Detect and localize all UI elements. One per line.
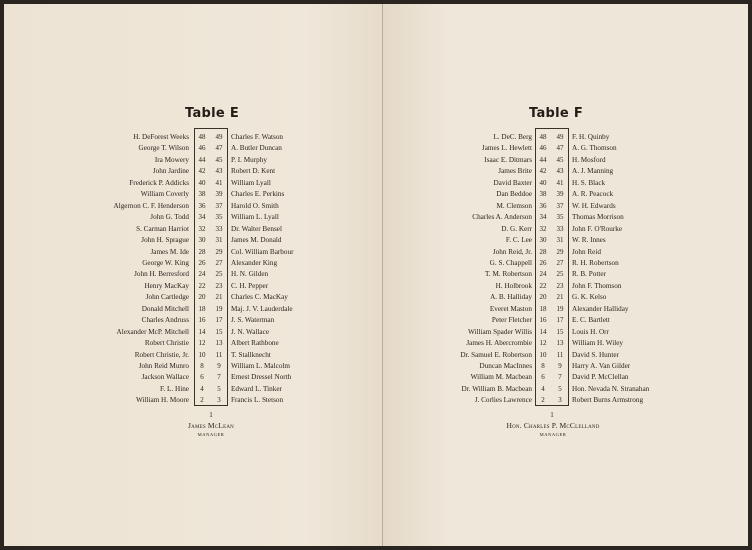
seating-row xyxy=(383,268,748,280)
guest-name-right: John F. O'Rourke xyxy=(572,224,623,233)
seat-number-left: 6 xyxy=(541,373,545,382)
seating-row xyxy=(383,337,748,349)
table-f-head-seat: 1 xyxy=(550,411,554,419)
seating-row xyxy=(383,165,748,177)
seat-number-left: 34 xyxy=(198,213,206,222)
seating-row xyxy=(383,349,748,361)
seat-number-right: 7 xyxy=(558,373,562,382)
seat-number-right: 15 xyxy=(215,327,223,336)
seat-number-right: 5 xyxy=(558,384,562,393)
guest-name-left: James Brite xyxy=(498,167,532,176)
seating-row xyxy=(4,383,382,395)
guest-name-left: Isaac E. Ditmars xyxy=(484,155,532,164)
guest-name-right: Maj. J. V. Lauderdale xyxy=(231,304,293,313)
guest-name-left: Charles A. Anderson xyxy=(472,213,532,222)
seat-number-right: 9 xyxy=(217,362,221,370)
seat-number-right: 25 xyxy=(215,270,223,279)
seat-number-left: 38 xyxy=(198,190,206,199)
seat-number-right: 49 xyxy=(215,133,223,141)
seat-number-left: 20 xyxy=(539,293,547,302)
guest-name-right: David S. Hunter xyxy=(572,350,619,359)
guest-name-right: A. Butler Duncan xyxy=(231,144,282,153)
seat-number-right: 43 xyxy=(215,167,223,176)
guest-name-right: C. H. Pepper xyxy=(231,281,269,290)
guest-name-right: P. I. Murphy xyxy=(231,155,267,164)
guest-name-left: J. Corlies Lawrence xyxy=(474,396,532,405)
seat-number-left: 14 xyxy=(198,327,206,336)
seat-number-left: 20 xyxy=(198,293,206,302)
guest-name-left: William H. Moore xyxy=(135,396,189,405)
seat-number-right: 25 xyxy=(556,270,564,279)
seating-row xyxy=(383,291,748,303)
seat-number-left: 44 xyxy=(198,155,206,164)
table-e-manager-name: James McLean xyxy=(188,421,234,430)
seating-row xyxy=(383,188,748,200)
table-f-manager-role: MANAGER xyxy=(539,432,567,437)
guest-name-right: Albert Rathbone xyxy=(231,339,279,348)
seat-number-right: 15 xyxy=(556,327,564,336)
seating-row xyxy=(4,234,382,246)
guest-name-left: William Coverly xyxy=(140,190,189,199)
seat-number-right: 17 xyxy=(215,316,223,325)
seating-row xyxy=(383,303,748,315)
seat-number-right: 47 xyxy=(215,144,223,153)
seat-number-right: 35 xyxy=(215,213,223,222)
seating-row xyxy=(4,211,382,223)
guest-name-right: J. S. Waterman xyxy=(231,316,275,325)
guest-name-right: William H. Wiley xyxy=(572,339,623,348)
guest-name-right: James M. Donald xyxy=(231,236,282,245)
guest-name-right: Col. William Barbour xyxy=(231,247,294,256)
guest-name-left: Robert Christie xyxy=(144,339,189,348)
guest-name-right: A. R. Peacock xyxy=(572,190,614,199)
guest-name-left: Alexander McP. Mitchell xyxy=(116,327,189,336)
seat-number-left: 2 xyxy=(541,396,545,405)
seat-number-left: 16 xyxy=(198,316,206,325)
seat-number-left: 42 xyxy=(539,167,547,176)
guest-name-left: George T. Wilson xyxy=(138,144,189,153)
seating-row xyxy=(4,200,382,212)
seating-row xyxy=(4,165,382,177)
seat-number-right: 13 xyxy=(556,339,564,348)
guest-name-right: Hon. Nevada N. Stranahan xyxy=(572,384,650,393)
seat-number-left: 28 xyxy=(539,247,547,256)
seat-number-right: 37 xyxy=(556,201,564,210)
seating-row xyxy=(383,257,748,269)
guest-name-left: F. L. Hine xyxy=(160,384,189,393)
guest-name-left: Peter Fletcher xyxy=(491,316,532,325)
guest-name-right: F. H. Quinby xyxy=(572,133,610,141)
guest-name-left: Dr. Samuel E. Robertson xyxy=(460,350,532,359)
guest-name-right: J. N. Wallace xyxy=(231,327,270,336)
guest-name-left: Duncan MacInnes xyxy=(479,362,532,370)
seat-number-right: 27 xyxy=(556,258,564,267)
seat-number-right: 5 xyxy=(217,384,221,393)
seating-row xyxy=(4,268,382,280)
seat-number-left: 22 xyxy=(198,281,206,290)
seating-row xyxy=(4,326,382,338)
seat-number-left: 26 xyxy=(539,258,547,267)
seating-row xyxy=(4,257,382,269)
seating-row xyxy=(383,314,748,326)
seat-number-right: 29 xyxy=(215,247,223,256)
guest-name-right: William L. Malcolm xyxy=(231,362,290,370)
seat-number-left: 16 xyxy=(539,316,547,325)
right-page xyxy=(383,4,748,546)
seat-number-right: 21 xyxy=(556,293,564,302)
seat-number-right: 43 xyxy=(556,167,564,176)
seat-number-left: 36 xyxy=(539,201,547,210)
seating-row xyxy=(383,142,748,154)
seat-number-right: 21 xyxy=(215,293,223,302)
guest-name-left: James H. Abercrombie xyxy=(466,339,532,348)
seat-number-right: 9 xyxy=(558,362,562,370)
guest-name-right: R. B. Potter xyxy=(572,270,606,279)
guest-name-right: Harold O. Smith xyxy=(231,201,279,210)
seating-row xyxy=(4,291,382,303)
seat-number-left: 12 xyxy=(539,339,547,348)
seating-row xyxy=(4,142,382,154)
seat-number-right: 23 xyxy=(556,281,564,290)
guest-name-left: A. B. Halliday xyxy=(490,293,532,302)
guest-name-right: David P. McClellan xyxy=(572,373,629,382)
seat-number-left: 10 xyxy=(539,350,547,359)
guest-name-left: David Baxter xyxy=(493,178,532,187)
guest-name-left: L. DeC. Berg xyxy=(493,133,532,141)
seat-number-left: 34 xyxy=(539,213,547,222)
seat-number-right: 41 xyxy=(215,178,223,187)
seat-number-right: 33 xyxy=(215,224,223,233)
guest-name-left: S. Carman Harriot xyxy=(136,224,189,233)
seat-number-left: 14 xyxy=(539,327,547,336)
guest-name-right: Alexander King xyxy=(231,258,278,267)
seating-row xyxy=(4,394,382,406)
seat-number-right: 27 xyxy=(215,258,223,267)
guest-name-left: G. S. Chappell xyxy=(489,258,532,267)
seat-number-left: 46 xyxy=(539,144,547,153)
seating-row xyxy=(383,383,748,395)
seating-row xyxy=(383,394,748,406)
guest-name-left: John Jardine xyxy=(152,167,189,176)
seating-row xyxy=(383,234,748,246)
seating-row xyxy=(4,337,382,349)
guest-name-right: John F. Thomson xyxy=(572,281,622,290)
guest-name-right: H. N. Gilden xyxy=(231,270,269,279)
guest-name-left: William Spader Willis xyxy=(468,327,532,336)
guest-name-left: William M. Macbean xyxy=(470,373,532,382)
seating-row xyxy=(383,131,748,143)
seat-number-left: 24 xyxy=(198,270,206,279)
guest-name-right: A. G. Thomson xyxy=(572,144,617,153)
seating-row xyxy=(4,303,382,315)
seat-number-right: 3 xyxy=(217,396,221,405)
seat-number-left: 18 xyxy=(539,304,547,313)
seat-number-left: 18 xyxy=(198,304,206,313)
seating-row xyxy=(383,200,748,212)
seat-number-right: 19 xyxy=(556,304,564,313)
seating-row xyxy=(383,246,748,258)
guest-name-right: A. J. Manning xyxy=(572,167,614,176)
guest-name-left: John Reid, Jr. xyxy=(492,247,532,256)
seating-row xyxy=(4,246,382,258)
seating-row xyxy=(4,154,382,166)
guest-name-left: Robert Christie, Jr. xyxy=(134,350,189,359)
guest-name-left: Everet Maston xyxy=(489,304,532,313)
guest-name-left: H. Holbrook xyxy=(495,281,532,290)
guest-name-right: Edward L. Tinker xyxy=(231,384,282,393)
seating-row xyxy=(383,326,748,338)
seat-number-right: 31 xyxy=(215,236,223,245)
guest-name-right: Charles E. Perkins xyxy=(231,190,285,199)
seating-row xyxy=(383,211,748,223)
table-f-manager-name: Hon. Charles P. McClelland xyxy=(506,421,600,430)
seat-number-left: 4 xyxy=(200,384,204,393)
guest-name-left: T. M. Robertson xyxy=(485,270,532,279)
seat-number-right: 35 xyxy=(556,213,564,222)
guest-name-left: James L. Hewlett xyxy=(481,144,532,153)
guest-name-right: R. H. Robertson xyxy=(572,258,619,267)
seating-row xyxy=(4,314,382,326)
seat-number-right: 23 xyxy=(215,281,223,290)
guest-name-right: Charles F. Watson xyxy=(231,133,284,141)
seating-row xyxy=(4,360,382,372)
seat-number-left: 6 xyxy=(200,373,204,382)
seat-number-right: 13 xyxy=(215,339,223,348)
guest-name-right: H. Mosford xyxy=(572,155,606,164)
seat-number-right: 47 xyxy=(556,144,564,153)
seat-number-right: 41 xyxy=(556,178,564,187)
guest-name-left: F. C. Lee xyxy=(505,236,532,245)
guest-name-left: John Cartledge xyxy=(145,293,189,302)
seat-number-right: 37 xyxy=(215,201,223,210)
guest-name-left: John H. Sprague xyxy=(141,236,189,245)
seating-row xyxy=(383,154,748,166)
seating-row xyxy=(4,188,382,200)
guest-name-right: William Lyall xyxy=(231,178,271,187)
guest-name-right: W. H. Edwards xyxy=(572,201,616,210)
left-page xyxy=(4,4,382,546)
seating-row xyxy=(4,223,382,235)
guest-name-right: Charles C. MacKay xyxy=(231,293,288,302)
seat-number-left: 12 xyxy=(198,339,206,348)
guest-name-left: M. Clemson xyxy=(496,201,532,210)
guest-name-left: George W. King xyxy=(142,258,189,267)
guest-name-right: Ernest Dressel North xyxy=(231,373,292,382)
seat-number-left: 32 xyxy=(539,224,547,233)
seat-number-left: 36 xyxy=(198,201,206,210)
guest-name-left: D. G. Kerr xyxy=(501,224,532,233)
seat-number-left: 48 xyxy=(539,133,547,141)
seat-number-left: 38 xyxy=(539,190,547,199)
guest-name-left: John Reid Munro xyxy=(138,362,189,370)
seat-number-left: 30 xyxy=(198,236,206,245)
guest-name-left: James M. Ide xyxy=(150,247,189,256)
seat-number-left: 10 xyxy=(198,350,206,359)
guest-name-right: Louis H. Orr xyxy=(572,327,609,336)
guest-name-right: John Reid xyxy=(572,247,601,256)
seat-number-left: 22 xyxy=(539,281,547,290)
seat-number-right: 45 xyxy=(215,155,223,164)
seat-number-left: 24 xyxy=(539,270,547,279)
table-e-title: Table E xyxy=(184,106,240,121)
guest-name-right: E. C. Bartlett xyxy=(572,316,610,325)
guest-name-right: Harry A. Van Gilder xyxy=(572,362,631,370)
guest-name-right: H. S. Black xyxy=(572,178,606,187)
seat-number-right: 11 xyxy=(215,350,223,359)
table-e-manager-role: MANAGER xyxy=(197,432,225,437)
guest-name-right: Robert Burns Armstrong xyxy=(572,396,644,405)
guest-name-left: Dan Beddoe xyxy=(496,190,532,199)
seat-number-right: 29 xyxy=(556,247,564,256)
seat-number-right: 3 xyxy=(558,396,562,405)
seating-row xyxy=(4,349,382,361)
seating-row xyxy=(383,360,748,372)
seating-row xyxy=(383,371,748,383)
table-e-head-seat: 1 xyxy=(209,411,213,419)
seating-row xyxy=(4,177,382,189)
seat-number-right: 7 xyxy=(217,373,221,382)
seat-number-right: 39 xyxy=(556,190,564,199)
seat-number-left: 40 xyxy=(539,178,547,187)
seat-number-left: 46 xyxy=(198,144,206,153)
guest-name-right: G. K. Kelso xyxy=(572,293,607,302)
table-f-title: Table F xyxy=(528,106,584,121)
seat-number-left: 48 xyxy=(198,133,206,141)
seat-number-right: 49 xyxy=(556,133,564,141)
seat-number-left: 42 xyxy=(198,167,206,176)
seat-number-right: 39 xyxy=(215,190,223,199)
seat-number-right: 31 xyxy=(556,236,564,245)
seat-number-left: 4 xyxy=(541,384,545,393)
guest-name-right: Alexander Halliday xyxy=(572,304,629,313)
seating-row xyxy=(383,177,748,189)
seat-number-left: 28 xyxy=(198,247,206,256)
seat-number-left: 30 xyxy=(539,236,547,245)
guest-name-left: Algernon C. F. Henderson xyxy=(113,201,189,210)
guest-name-left: Dr. William B. Macbean xyxy=(461,384,532,393)
guest-name-right: William L. Lyall xyxy=(231,213,279,222)
guest-name-right: Robert D. Kent xyxy=(231,167,276,176)
seat-number-right: 11 xyxy=(556,350,564,359)
seat-number-right: 33 xyxy=(556,224,564,233)
seat-number-right: 19 xyxy=(215,304,223,313)
guest-name-right: T. Stallknecht xyxy=(231,350,271,359)
seat-number-left: 8 xyxy=(200,362,204,370)
guest-name-right: W. R. Innes xyxy=(572,236,606,245)
seating-row xyxy=(383,280,748,292)
seat-number-left: 32 xyxy=(198,224,206,233)
guest-name-left: H. DeForest Weeks xyxy=(133,133,189,141)
seat-number-left: 2 xyxy=(200,396,204,405)
seating-row xyxy=(383,223,748,235)
guest-name-left: Frederick P. Addicks xyxy=(129,178,189,187)
seat-number-right: 45 xyxy=(556,155,564,164)
seat-number-right: 17 xyxy=(556,316,564,325)
seat-number-left: 8 xyxy=(541,362,545,370)
guest-name-right: Francis L. Stetson xyxy=(231,396,284,405)
seat-number-left: 44 xyxy=(539,155,547,164)
guest-name-left: Charles Andruss xyxy=(141,316,189,325)
seating-row xyxy=(4,280,382,292)
seat-number-left: 40 xyxy=(198,178,206,187)
guest-name-left: Jackson Wallace xyxy=(141,373,189,382)
seating-row xyxy=(4,371,382,383)
guest-name-right: Dr. Walter Bensel xyxy=(231,224,282,233)
guest-name-right: Thomas Morrison xyxy=(572,213,624,222)
guest-name-left: John H. Berresford xyxy=(134,270,189,279)
guest-name-left: Henry MacKay xyxy=(144,281,189,290)
seat-number-left: 26 xyxy=(198,258,206,267)
seating-row xyxy=(4,131,382,143)
guest-name-left: John G. Todd xyxy=(150,213,189,222)
guest-name-left: Ira Mowery xyxy=(154,155,189,164)
guest-name-left: Donald Mitchell xyxy=(141,304,189,313)
